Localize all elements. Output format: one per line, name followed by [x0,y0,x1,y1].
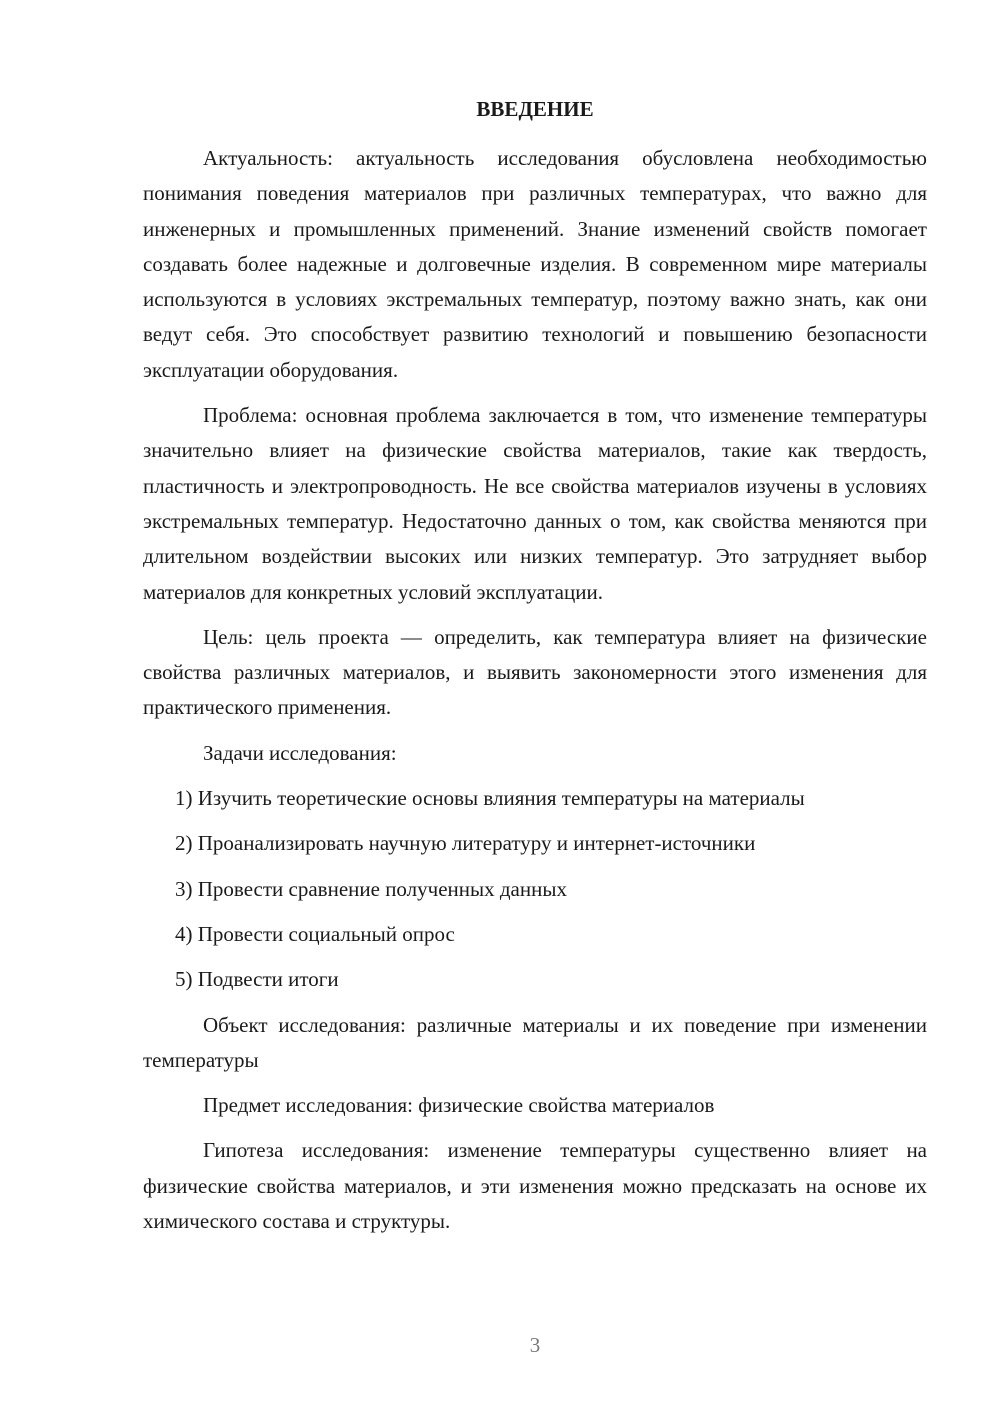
task-item: 3) Провести сравнение полученных данных [175,876,567,901]
subject-paragraph: Предмет исследования: физические свойства материалов [203,1093,715,1118]
problem-paragraph: Проблема: основная проблема заключается в том, что изменение температуры значительно влияет на физические свойства материалов, такие как твердость, пластичность и электропроводность. Не все свойства материалов изучены в условиях экстремальных температур. Недостаточно данных о том, как свойства меняются при длительном воздействии высоких или низких температур. Это затрудняет выбор материалов для конкретных условий эксплуатации. [143,403,927,604]
task-item: 4) Провести социальный опрос [175,921,455,946]
task-item: 5) Подвести итоги [175,967,339,992]
object-paragraph: Объект исследования: различные материалы и их поведение при изменении температуры [143,1012,927,1072]
section-title: ВВЕДЕНИЕ [476,97,594,121]
tasks-heading: Задачи исследования: [203,740,397,765]
tasks-list [143,781,927,997]
hypothesis-paragraph: Гипотеза исследования: изменение температуры существенно влияет на физические свойства материалов, и эти изменения можно предсказать на основе их химического состава и структуры. [143,1138,927,1234]
page-number: 3 [529,1333,541,1357]
goal-paragraph: Цель: цель проекта — определить, как температура влияет на физические свойства различных материалов, и выявить закономерности этого изменения для практического применения. [143,624,927,720]
task-item: 2) Проанализировать научную литературу и интернет-источники [175,831,756,856]
document-page [143,92,927,1249]
task-item: 1) Изучить теоретические основы влияния температуры на материалы [175,786,805,811]
relevance-paragraph: Актуальность: актуальность исследования обусловлена необходимостью понимания поведения материалов при различных температурах, что важно для инженерных и промышленных применений. Знание изменений свойств помогает создавать более надежные и долговечные изделия. В современном мире материалы используются в условиях экстремальных температур, поэтому важно знать, как они ведут себя. Это способствует развитию технологий и повышению безопасности эксплуатации оборудования. [143,146,927,382]
